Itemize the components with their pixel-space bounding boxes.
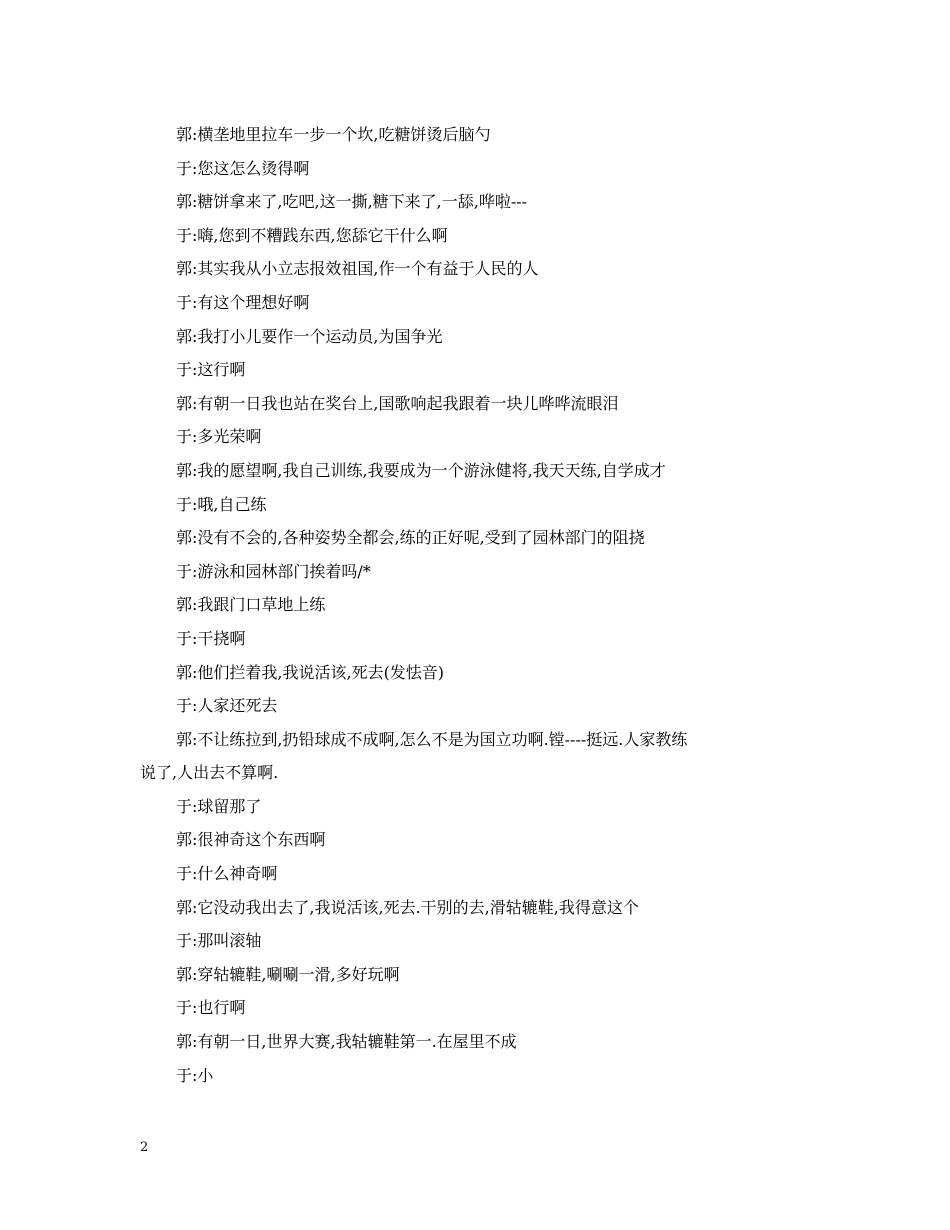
dialogue-line: 郭:有朝一日,世界大赛,我轱辘鞋第一.在屋里不成	[176, 1032, 517, 1052]
dialogue-line: 于:什么神奇啊	[176, 864, 278, 884]
dialogue-line: 郭:他们拦着我,我说活该,死去(发怯音)	[176, 662, 445, 682]
dialogue-line: 于:游泳和园林部门挨着吗/*	[176, 561, 371, 581]
dialogue-line: 郭:不让练拉到,扔铅球成不成啊,怎么不是为国立功啊.镗----挺远.人家教练	[176, 729, 688, 749]
dialogue-line: 于:多光荣啊	[176, 427, 262, 447]
dialogue-line: 郭:穿轱辘鞋,唰唰一滑,多好玩啊	[176, 964, 400, 984]
dialogue-line: 郭:我的愿望啊,我自己训练,我要成为一个游泳健将,我天天练,自学成才	[176, 460, 666, 480]
dialogue-line: 郭:它没动我出去了,我说活该,死去.干别的去,滑轱辘鞋,我得意这个	[176, 897, 639, 917]
dialogue-line: 于:干挠啊	[176, 628, 246, 648]
dialogue-line: 于:这行啊	[176, 360, 246, 380]
dialogue-line: 郭:我跟门口草地上练	[176, 595, 326, 615]
dialogue-line: 郭:我打小儿要作一个运动员,为国争光	[176, 326, 443, 346]
dialogue-line: 于:有这个理想好啊	[176, 292, 310, 312]
dialogue-line: 于:球留那了	[176, 796, 262, 816]
dialogue-line: 郭:有朝一日我也站在奖台上,国歌响起我跟着一块儿哗哗流眼泪	[176, 393, 619, 413]
dialogue-line: 于:也行啊	[176, 998, 246, 1018]
dialogue-line: 郭:其实我从小立志报效祖国,作一个有益于人民的人	[176, 259, 539, 279]
dialogue-line: 郭:很神奇这个东西啊	[176, 830, 326, 850]
dialogue-line: 于:小	[176, 1065, 214, 1085]
dialogue-line: 于:您这怎么烫得啊	[176, 158, 310, 178]
page-number: 2	[140, 1140, 149, 1155]
dialogue-line-continuation: 说了,人出去不算啊.	[140, 763, 279, 783]
dialogue-line: 于:哦,自己练	[176, 494, 267, 514]
dialogue-line: 于:嗨,您到不糟践东西,您舔它干什么啊	[176, 225, 448, 245]
dialogue-line: 于:人家还死去	[176, 696, 278, 716]
dialogue-line: 郭:糖饼拿来了,吃吧,这一撕,糖下来了,一舔,哗啦---	[176, 192, 528, 212]
dialogue-line: 于:那叫滚轴	[176, 931, 262, 951]
dialogue-body	[140, 118, 820, 1092]
dialogue-line: 郭:没有不会的,各种姿势全都会,练的正好呢,受到了园林部门的阻挠	[176, 528, 645, 548]
dialogue-line: 郭:横垄地里拉车一步一个坎,吃糖饼烫后脑勺	[176, 125, 491, 144]
